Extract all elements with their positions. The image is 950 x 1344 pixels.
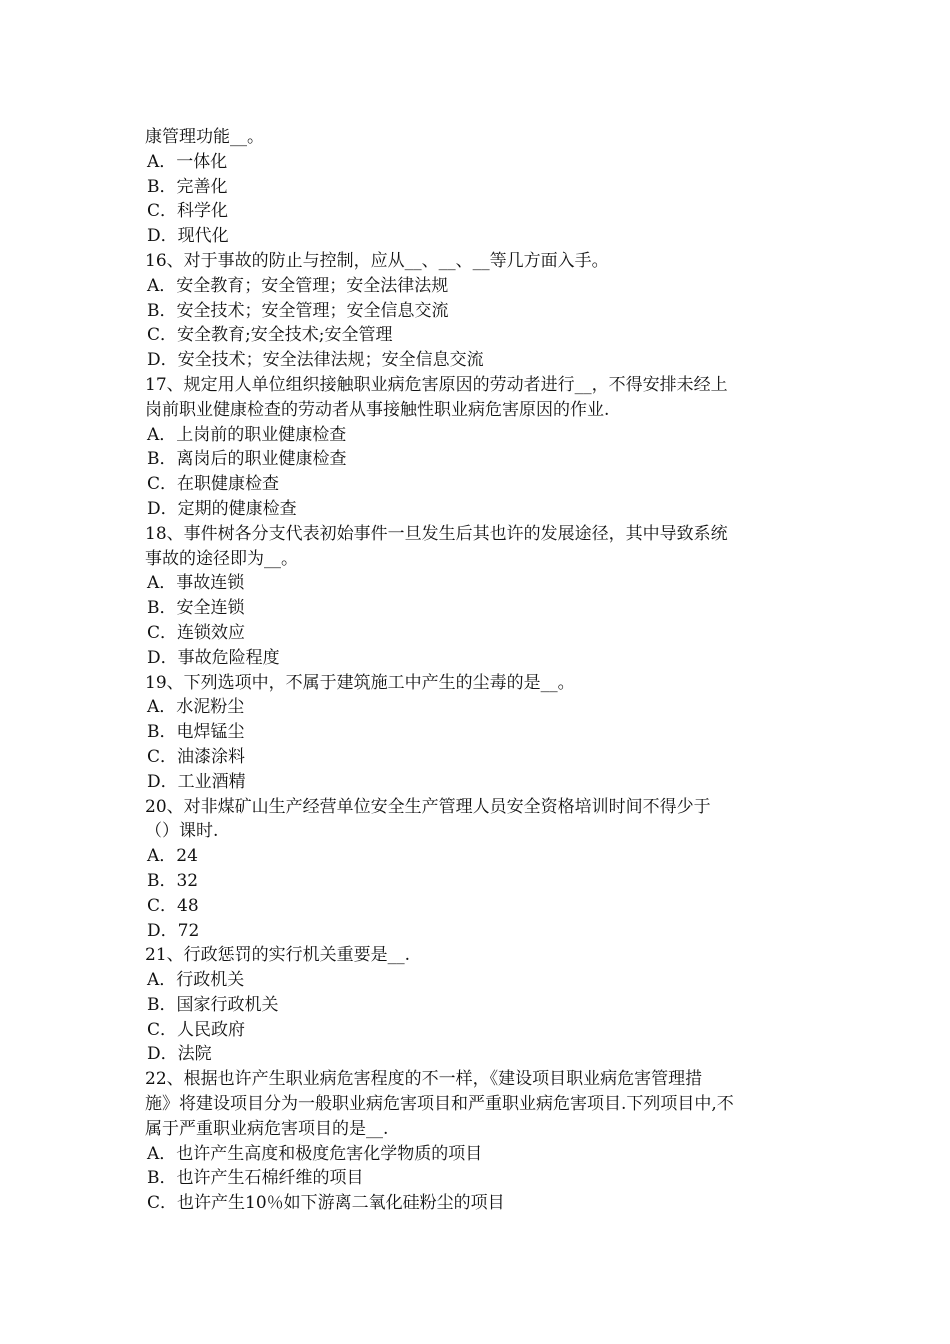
option-line: B．安全技术；安全管理；安全信息交流: [147, 300, 449, 321]
option-line: D．定期的健康检查: [147, 498, 297, 519]
option-line: A．事故连锁: [147, 573, 245, 594]
option-line: C．48: [147, 895, 199, 916]
option-line: D．工业酒精: [147, 771, 246, 792]
option-line: B．电焊锰尘: [147, 722, 245, 743]
question-text-line: 16、对于事故的防止与控制，应从__、__、__等几方面入手。: [145, 250, 609, 271]
option-line: C．人民政府: [147, 1019, 246, 1040]
option-line: D．现代化: [147, 226, 229, 247]
option-line: A．行政机关: [147, 970, 245, 991]
option-line: A．安全教育；安全管理；安全法律法规: [147, 275, 449, 296]
question-text-line: 属于严重职业病危害项目的是__.: [145, 1118, 389, 1139]
question-text-line: 22、根据也许产生职业病危害程度的不一样，《建设项目职业病危害管理措: [145, 1069, 703, 1090]
option-line: B．也许产生石棉纤维的项目: [147, 1168, 364, 1189]
question-text-line: 17、规定用人单位组织接触职业病危害原因的劳动者进行__，不得安排未经上: [145, 374, 728, 395]
question-text-line: 18、事件树各分支代表初始事件一旦发生后其也许的发展途径，其中导致系统: [145, 523, 728, 544]
option-line: C．连锁效应: [147, 622, 246, 643]
option-line: A．也许产生高度和极度危害化学物质的项目: [147, 1143, 483, 1164]
option-line: C．在职健康检查: [147, 474, 280, 495]
option-line: D．法院: [147, 1044, 212, 1065]
question-text-line: 20、对非煤矿山生产经营单位安全生产管理人员安全资格培训时间不得少于: [145, 796, 711, 817]
option-line: C．也许产生10％如下游离二氧化硅粉尘的项目: [147, 1193, 505, 1214]
option-line: D．72: [147, 920, 200, 941]
question-text-line: 康管理功能__。: [145, 127, 264, 147]
option-line: D．事故危险程度: [147, 647, 280, 668]
option-line: A．24: [147, 846, 198, 867]
option-line: B．完善化: [147, 176, 228, 197]
question-text-line: 施》将建设项目分为一般职业病危害项目和严重职业病危害项目.下列项目中,不: [145, 1094, 734, 1115]
option-line: C．科学化: [147, 201, 229, 222]
option-line: B．安全连锁: [147, 598, 245, 619]
question-text-line: （）课时.: [145, 821, 219, 842]
question-text-line: 岗前职业健康检查的劳动者从事接触性职业病危害原因的作业.: [145, 399, 610, 420]
option-line: B．离岗后的职业健康检查: [147, 449, 347, 470]
option-line: D．安全技术；安全法律法规；安全信息交流: [147, 350, 484, 371]
question-text-line: 21、行政惩罚的实行机关重要是__.: [145, 945, 411, 966]
option-line: C．油漆涂料: [147, 746, 246, 767]
question-text-line: 19、下列选项中，不属于建筑施工中产生的尘毒的是__。: [145, 672, 575, 693]
option-line: C．安全教育;安全技术;安全管理: [147, 325, 393, 346]
document-page: [145, 125, 810, 1216]
option-line: B．32: [147, 870, 199, 891]
question-text-line: 事故的途径即为__。: [145, 548, 298, 569]
option-line: A．水泥粉尘: [147, 697, 245, 718]
option-line: B．国家行政机关: [147, 994, 279, 1015]
option-line: A．一体化: [147, 151, 228, 172]
option-line: A．上岗前的职业健康检查: [147, 424, 347, 445]
